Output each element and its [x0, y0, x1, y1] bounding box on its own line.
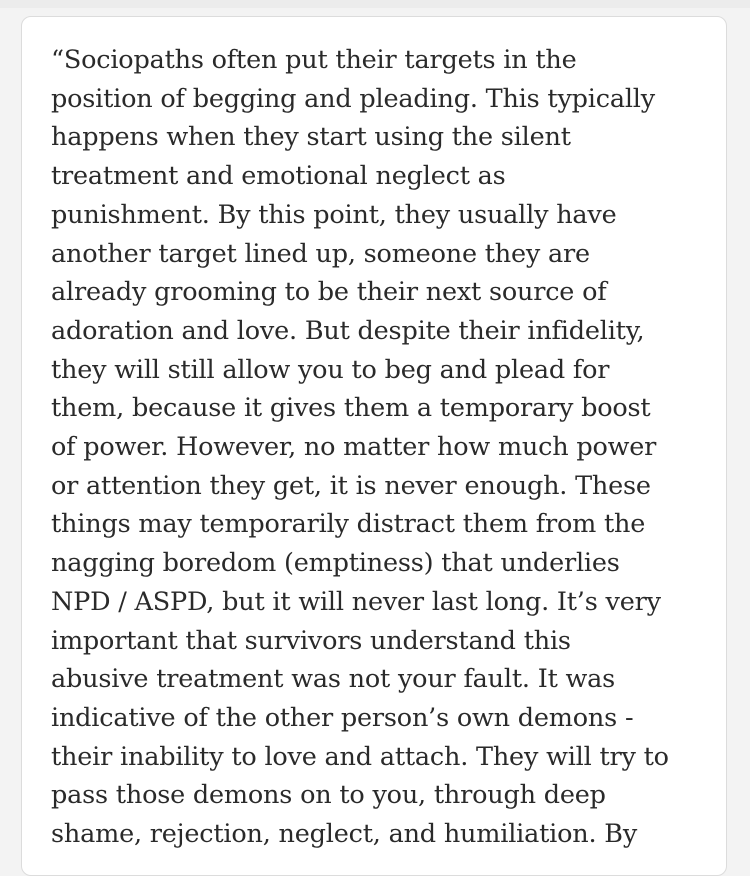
quote-line: they will still allow you to beg and plead for [51, 354, 610, 385]
quote-line: their inability to love and attach. They will try to [51, 741, 669, 772]
quote-line: position of begging and pleading. This typically [51, 83, 655, 114]
quote-line: adoration and love. But despite their infidelity, [51, 315, 645, 346]
quote-line: things may temporarily distract them from the [51, 509, 646, 540]
quote-text [22, 17, 726, 854]
quote-line: pass those demons on to you, through deep [51, 780, 606, 811]
quote-line: “Sociopaths often put their targets in the [51, 45, 577, 75]
quote-line: of power. However, no matter how much power [51, 432, 657, 463]
top-strip [0, 0, 750, 8]
quote-line: nagging boredom (emptiness) that underlies [51, 548, 620, 579]
quote-line: already grooming to be their next source of [51, 277, 607, 308]
quote-line: treatment and emotional neglect as [51, 161, 506, 192]
quote-line: important that survivors understand this [51, 625, 571, 656]
quote-line: NPD / ASPD, but it will never last long. It’s very [51, 586, 661, 617]
quote-line: happens when they start using the silent [51, 122, 571, 153]
quote-line: shame, rejection, neglect, and humiliation. By [51, 819, 638, 850]
quote-card [21, 16, 727, 876]
quote-line: abusive treatment was not your fault. It was [51, 664, 616, 695]
quote-line: punishment. By this point, they usually have [51, 199, 617, 230]
quote-line: indicative of the other person’s own demons - [51, 702, 634, 733]
quote-line: another target lined up, someone they are [51, 238, 590, 269]
quote-line: or attention they get, it is never enough. These [51, 470, 651, 501]
quote-line: them, because it gives them a temporary boost [51, 393, 651, 424]
